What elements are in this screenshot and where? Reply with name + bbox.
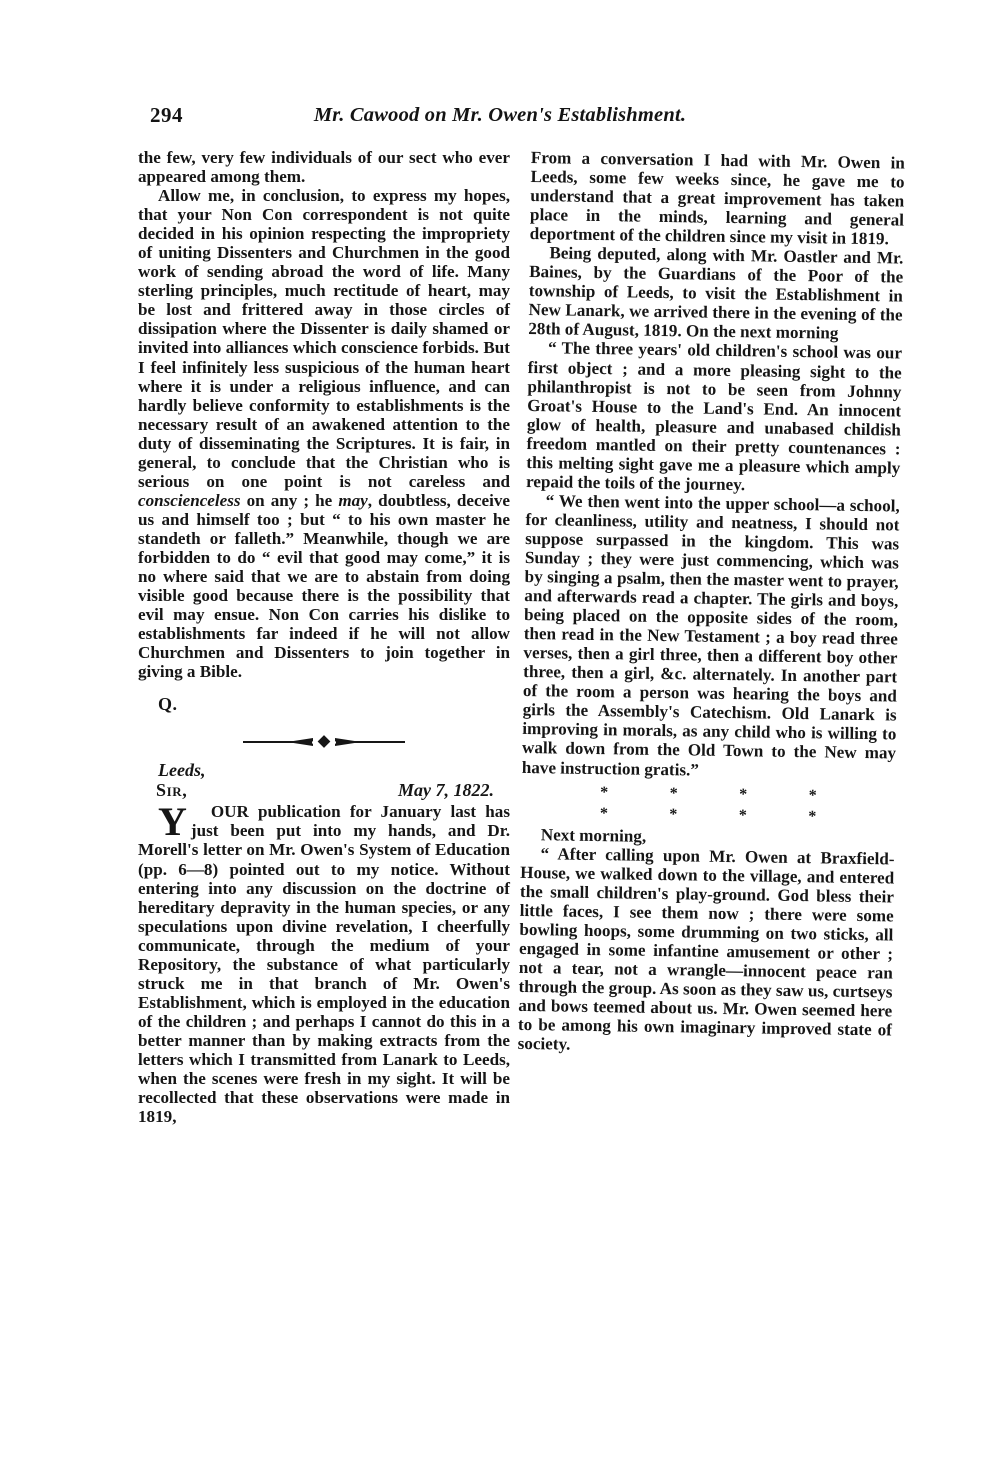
paragraph-next-morning: Next morning,: [540, 824, 647, 846]
ornament-wing-left: [287, 738, 313, 746]
asterisk: *: [739, 785, 748, 803]
running-head: [150, 103, 850, 133]
paragraph-text-a: Allow me, in conclusion, to express my hopes, that your Non Con correspondent is not quite decided in his opinion respecting the impropriety of uniting Dissenters and Churchmen in the good work of sending abroad the word of life. Many sterling principles, much rectitude of heart, may be lost and frittered away in those circles of dissipation where the Dissenter is daily shamed or invited into alliances which conscience forbids. But I feel infinitely less suspicious of the human heart where it is under a religious influence, and can hardly believe conformity to establishments is the necessary result of an awakened attention to the duty of disseminating the Scriptures. It is fair, in general, to conclude that the Christian who is serious on one point is not careless and: [138, 186, 510, 491]
italic-may: may: [338, 490, 368, 510]
drop-cap: Y: [158, 799, 187, 845]
asterisk: *: [738, 806, 748, 824]
paragraph-text: OUR publication for January last has just been put into my hands, and Dr. Morell's letter on Mr. Owen's System of Education (pp. 6—8) pointed out to my notice. Without entering into any discussion on the doctrine of hereditary depravity in the human species, or any speculations upon divine revelation, I cheerfully communicate, through the medium of your Repository, the substance of what particularly struck me in that branch of Mr. Owen's Establishment, which is employed in the education of the children ; and perhaps I cannot do this in a better manner than by making extracts from the letters which I transmitted from Lanark to Leeds, when the scenes were fresh in my sight. It will be recollected that these observations were made in 1819,: [138, 802, 510, 1127]
ornament-divider: [138, 724, 510, 758]
left-column: [138, 148, 510, 1126]
page-number: 294: [150, 103, 183, 127]
paragraph-being-deputed: Being deputed, along with Mr. Oastler and Mr. Baines, by the Guardians of the Poor of the township of Leeds, to visit the Establishment in New Lanark, we arrived there in the evening of the 28th of August, 1819. On the next morning: [528, 243, 904, 344]
asterism-divider: [521, 780, 896, 828]
ornament-eye-left: [312, 741, 315, 744]
dateline-city: Leeds,: [158, 760, 206, 781]
asterisk: *: [600, 783, 609, 801]
paragraph-continuation: the few, very few individuals of our sect who ever appeared among them.: [138, 148, 510, 187]
running-head-title: Mr. Cawood on Mr. Owen's Establishment.: [313, 104, 687, 126]
asterisk: *: [808, 807, 817, 825]
asterisk: *: [808, 786, 817, 804]
asterisk: *: [669, 784, 678, 802]
asterisk: *: [599, 804, 609, 822]
asterisk: *: [669, 805, 678, 823]
ornament-eye-right: [333, 741, 336, 744]
paragraph-text-c: , doubtless, deceive us and himself too ; but “ to his own master he standeth or falleth.” Meanwhile, though we are forbidden to do “ evil that good may come,” it is no where said that we are to abstain from doing visible good because there is the possibility that evil may ensue. Non Con carries his dislike to establishments far indeed if he will not allow Churchmen and Dissenters to join together in giving a Bible.: [138, 490, 510, 682]
salutation-row: [138, 781, 510, 802]
right-column: [518, 148, 905, 1059]
paragraph-your-publication: [138, 799, 510, 1127]
paragraph-after-calling: “ After calling upon Mr. Owen at Braxfield-House, we walked down to the village, and entered the small children's play-ground. God bless their little faces, I see them now ; there were some bowling hoops, some drumming on two sticks, all engaged in some infantine amusement or other ; not a tear, not a wrangle—innocent peace ran through the group. As soon as they saw us, curtseys and bows teemed about us. Mr. Owen seemed here to be among his own imaginary improved state of society.: [517, 843, 895, 1054]
paragraph-allow-me: [138, 186, 510, 681]
paragraph-text-b: on any ; he: [240, 490, 339, 510]
paragraph-three-years-school: “ The three years' old children's school was our first object ; and a more pleasing sight to the philanthropist is not to be seen from Johnny Groat's House to the Land's End. An innocent glow of health, pleasure and unabased childish freedom mantled on their pretty countenances : this melting sight gave me a pleasure which amply repaid the toils of the journey.: [525, 338, 903, 495]
asterism-row-bottom: [521, 801, 895, 828]
letter-signature: Q.: [158, 694, 178, 715]
ornament-wing-right: [335, 738, 361, 746]
salutation: Sir,: [156, 780, 188, 801]
ornament-shape: [243, 736, 405, 748]
paragraph-upper-school: “ We then went into the upper school—a school, for cleanliness, utility and neatness, I should not suppose surpassed in the kingdom. This was Sunday ; they were just commencing, which was by singing a psalm, then the master went to prayer, and afterwards read a chapter. The girls and boys, being placed on the opposite sides of the room, then read in the New Testament ; a boy read three verses, then a girl three, then a different boy other three, then a girl, &c. alternately. In another part of the room a person was hearing the boys and girls the Assembly's Catechism. Old Lanark is improving in morals, as any child who is willing to walk down from the Old Town to the New may have instruction gratis.”: [521, 491, 900, 780]
dateline-date: May 7, 1822.: [398, 780, 494, 801]
paragraph-from-a-conversation: From a conversation I had with Mr. Owen in Leeds, some few weeks since, he gave me to understand that a great improvement has taken place in the minds, learning and general deportment of the children since my visit in 1819.: [529, 148, 905, 249]
italic-conscienceless: conscienceless: [138, 490, 241, 510]
ornament-center-lozenge: [318, 735, 331, 748]
